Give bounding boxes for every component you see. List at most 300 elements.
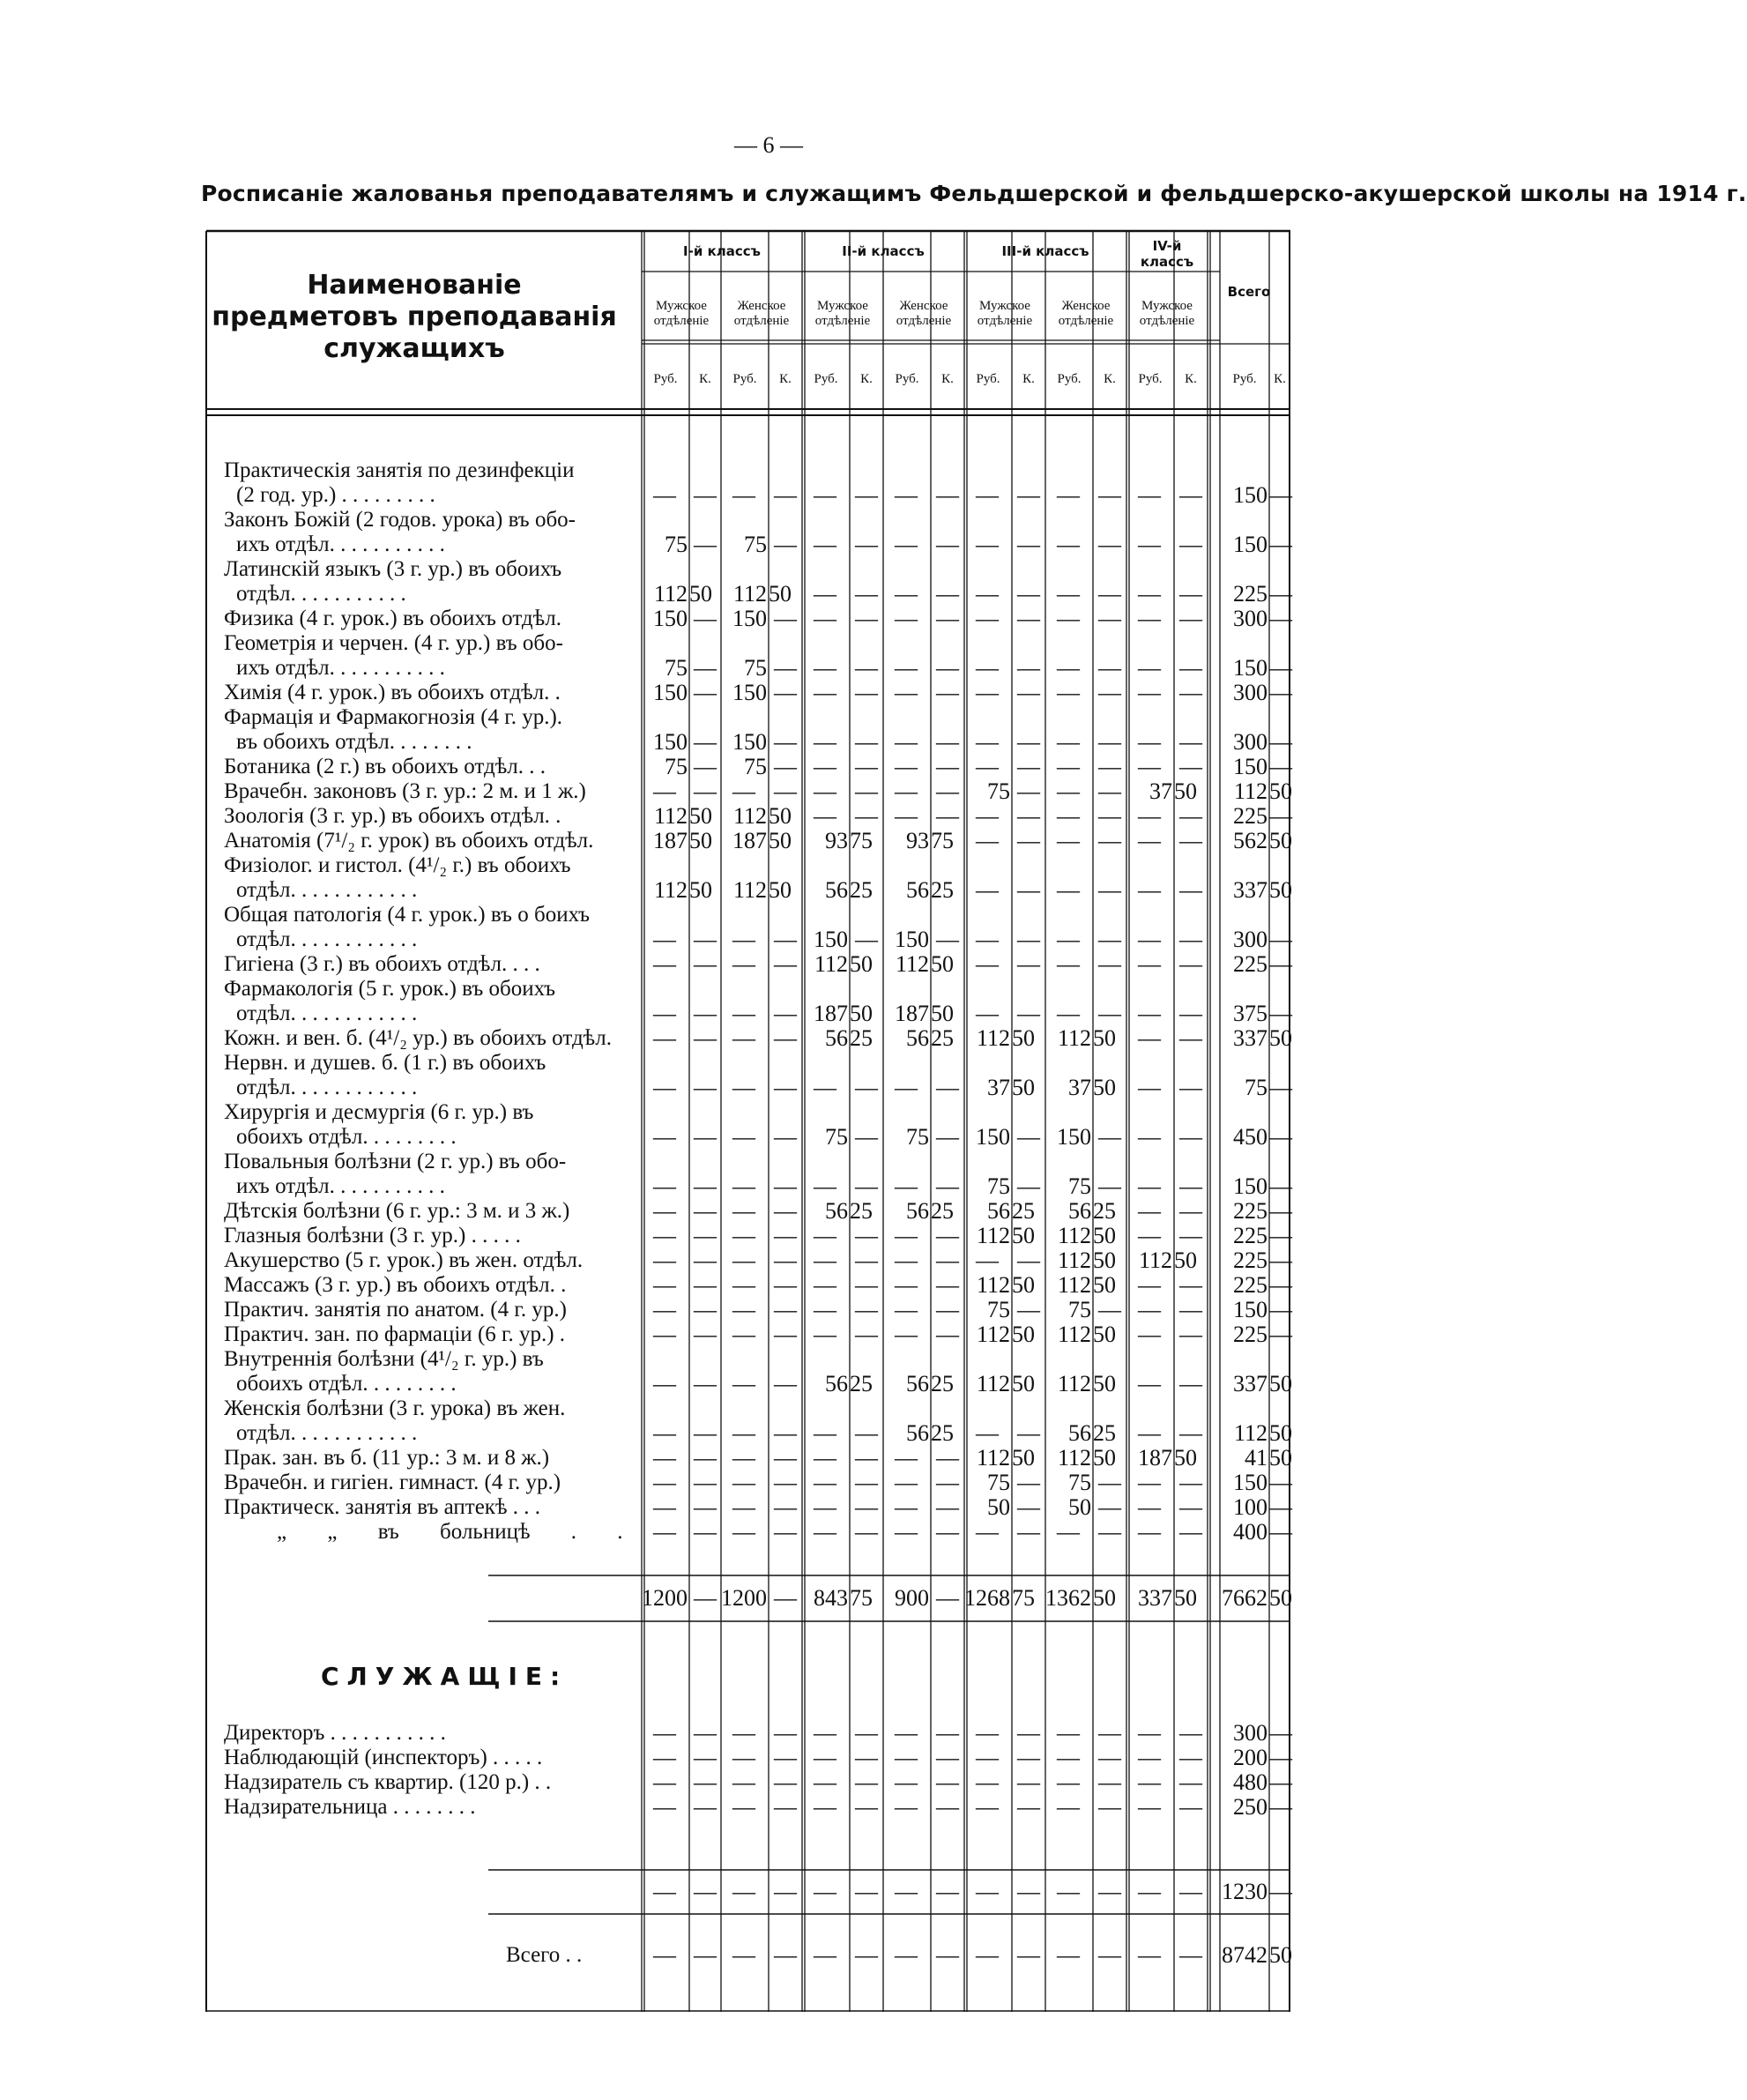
subject-label: Зоологія (3 г. ур.) въ обоихъ отдѣл. .	[224, 804, 561, 828]
subject-row-kop-cell: —	[1269, 532, 1292, 557]
subject-row-rub-cell: 300	[1233, 927, 1268, 952]
subject-row-kop-cell: —	[1269, 1297, 1292, 1322]
subject-row-kop-cell: —	[1098, 877, 1121, 903]
subjects-total-row-rub-cell: 1200	[642, 1585, 688, 1611]
subject-row-rub-cell: —	[1138, 581, 1161, 607]
staff-row-kop-cell: —	[855, 1769, 878, 1795]
rub-header: Руб.	[653, 372, 678, 386]
subject-label: отдѣл. . . . . . . . . . . .	[236, 878, 418, 902]
subject-row-kop-cell: —	[936, 927, 959, 952]
subject-row-kop-cell: —	[936, 1519, 959, 1545]
subject-row-rub-cell: —	[1138, 1470, 1161, 1495]
subject-row-kop-cell: 50	[769, 803, 792, 829]
subject-row-rub-cell: 112	[976, 1371, 1010, 1396]
subject-row-kop-cell: 50	[1093, 1445, 1116, 1471]
kop-header: К.	[699, 372, 711, 386]
subject-label: ихъ отдѣл. . . . . . . . . . .	[236, 656, 445, 680]
staff-total-row-rub-cell: —	[976, 1879, 999, 1904]
subject-row-kop-cell: 50	[769, 581, 792, 607]
subject-row-kop-cell: —	[855, 729, 878, 755]
subject-row-rub-cell: 337	[1233, 1025, 1268, 1051]
staff-row-rub-cell: —	[814, 1794, 836, 1820]
subject-row-kop-cell: —	[774, 951, 797, 977]
subject-row-rub-cell: 187	[1138, 1445, 1172, 1471]
staff-row-kop-cell: —	[1098, 1794, 1121, 1820]
subject-row-rub-cell: 112	[1138, 1247, 1172, 1273]
staff-row-kop-cell: —	[1098, 1745, 1121, 1770]
subject-row-kop-cell: —	[1017, 1001, 1040, 1026]
subject-row-kop-cell: 25	[850, 877, 873, 903]
subject-row-rub-cell: —	[895, 532, 918, 557]
subjects-total-row-rub-cell: 900	[895, 1585, 929, 1611]
subject-row-kop-cell: —	[1179, 1420, 1202, 1446]
rub-header: Руб.	[1057, 372, 1082, 386]
subject-row-rub-cell: —	[1057, 877, 1080, 903]
subject-row-kop-cell: 50	[1269, 877, 1292, 903]
subject-label: Общая патологія (4 г. урок.) въ о боихъ	[224, 903, 591, 927]
grand-total-row-rub-cell: —	[895, 1942, 918, 1968]
kop-header: К.	[941, 372, 954, 386]
subject-label: отдѣл. . . . . . . . . . .	[236, 582, 406, 606]
subject-row-kop-cell: —	[936, 1297, 959, 1322]
subject-row-kop-cell: 25	[931, 1198, 954, 1224]
subject-row-rub-cell: —	[976, 1420, 999, 1446]
subject-row-rub-cell: —	[895, 1247, 918, 1273]
subject-row-kop-cell: —	[1017, 655, 1040, 681]
subject-row-kop-cell: —	[1098, 754, 1121, 779]
subject-label: ихъ отдѣл. . . . . . . . . . .	[236, 1174, 445, 1198]
subject-row-kop-cell: —	[1179, 1124, 1202, 1150]
subject-row-rub-cell: —	[1057, 1519, 1080, 1545]
subject-row-rub-cell: 150	[1233, 1173, 1268, 1199]
subject-row-kop-cell: —	[694, 927, 717, 952]
subject-row-rub-cell: —	[653, 1470, 676, 1495]
grand-total-row-rub-cell: —	[814, 1942, 836, 1968]
subject-row-rub-cell: —	[976, 803, 999, 829]
subject-row-rub-cell: 56	[825, 1371, 848, 1396]
subject-row-rub-cell: —	[732, 1371, 755, 1396]
subject-row-kop-cell: —	[694, 1445, 717, 1471]
staff-row-kop-cell: —	[855, 1794, 878, 1820]
staff-total-row-kop-cell: —	[936, 1879, 959, 1904]
subject-row-kop-cell: —	[694, 606, 717, 631]
subject-row-kop-cell: —	[1017, 803, 1040, 829]
subject-row-rub-cell: 75	[1068, 1173, 1091, 1199]
subject-row-kop-cell: —	[1179, 532, 1202, 557]
dept-female-header: Женское отдѣленіе	[733, 299, 790, 328]
subject-row-rub-cell: 37	[987, 1075, 1010, 1100]
subject-row-kop-cell: 25	[850, 1198, 873, 1224]
subject-row-rub-cell: 112	[976, 1272, 1010, 1298]
subjects-total-row-kop-cell: —	[936, 1585, 959, 1611]
staff-total-row-kop-cell: —	[774, 1879, 797, 1904]
subject-row-rub-cell: —	[895, 1519, 918, 1545]
subject-row-rub-cell: —	[653, 1322, 676, 1347]
subject-row-kop-cell: 50	[1012, 1025, 1035, 1051]
rub-header: Руб.	[1232, 372, 1257, 386]
subject-row-rub-cell: —	[653, 927, 676, 952]
subjects-total-row-kop-cell: —	[774, 1585, 797, 1611]
subject-row-kop-cell: 50	[689, 803, 712, 829]
subject-row-rub-cell: —	[653, 951, 676, 977]
subject-row-kop-cell: —	[774, 1025, 797, 1051]
subject-row-rub-cell: 150	[1233, 1297, 1268, 1322]
subject-label: Практическія занятія по дезинфекціи	[224, 458, 575, 482]
page-number: — 6 —	[734, 132, 803, 158]
subject-row-kop-cell: —	[774, 1420, 797, 1446]
subject-row-kop-cell: 50	[1093, 1075, 1116, 1100]
subject-row-kop-cell: 25	[850, 1025, 873, 1051]
subject-row-kop-cell: —	[855, 754, 878, 779]
staff-total-row-kop-cell: —	[694, 1879, 717, 1904]
subject-row-kop-cell: 50	[1093, 1371, 1116, 1396]
subject-row-rub-cell: —	[895, 729, 918, 755]
subject-row-kop-cell: —	[1017, 877, 1040, 903]
subject-label: Законъ Божій (2 годов. урока) въ обо-	[224, 508, 576, 532]
subject-row-kop-cell: —	[1179, 606, 1202, 631]
staff-row-rub-cell: —	[1057, 1720, 1080, 1746]
subject-row-rub-cell: —	[1057, 927, 1080, 952]
staff-row-rub-cell: —	[976, 1794, 999, 1820]
subject-label: Повальныя болѣзни (2 г. ур.) въ обо-	[224, 1150, 567, 1173]
subject-row-kop-cell: 75	[931, 828, 954, 853]
staff-total-row-kop-cell: —	[1098, 1879, 1121, 1904]
subject-row-kop-cell: —	[1179, 1470, 1202, 1495]
subject-row-kop-cell: 50	[1174, 1247, 1197, 1273]
subject-row-kop-cell: 25	[850, 1371, 873, 1396]
subject-row-kop-cell: —	[774, 1001, 797, 1026]
subject-row-rub-cell: —	[1057, 581, 1080, 607]
subject-row-rub-cell: 225	[1233, 1198, 1268, 1224]
subject-row-kop-cell: 50	[1093, 1247, 1116, 1273]
subject-row-kop-cell: —	[855, 655, 878, 681]
subject-row-rub-cell: —	[814, 729, 836, 755]
subject-row-kop-cell: —	[694, 1420, 717, 1446]
staff-row-rub-cell: —	[814, 1745, 836, 1770]
subject-row-rub-cell: 112	[1057, 1025, 1091, 1051]
subject-row-kop-cell: —	[1017, 951, 1040, 977]
subject-row-kop-cell: —	[1269, 1198, 1292, 1224]
subject-row-kop-cell: —	[936, 581, 959, 607]
rub-header: Руб.	[976, 372, 1000, 386]
staff-total-row-kop-cell: —	[1017, 1879, 1040, 1904]
subject-row-rub-cell: —	[732, 1173, 755, 1199]
subject-row-rub-cell: 225	[1233, 1247, 1268, 1273]
staff-row-rub-cell: 300	[1233, 1720, 1268, 1746]
subject-row-kop-cell: 25	[1012, 1198, 1035, 1224]
subject-row-rub-cell: 150	[732, 606, 767, 631]
subject-row-rub-cell: —	[814, 655, 836, 681]
subjects-total-row-kop-cell: 50	[1174, 1585, 1197, 1611]
rub-header: Руб.	[1138, 372, 1163, 386]
subjects-total-row-rub-cell: 7662	[1222, 1585, 1268, 1611]
subject-row-kop-cell: —	[774, 1494, 797, 1520]
subject-row-rub-cell: 112	[1233, 1420, 1268, 1446]
subject-row-kop-cell: —	[774, 1198, 797, 1224]
staff-label: Директоръ . . . . . . . . . . .	[224, 1721, 446, 1745]
subject-row-kop-cell: 50	[769, 828, 792, 853]
subject-row-rub-cell: —	[1057, 680, 1080, 705]
subject-row-rub-cell: —	[895, 1494, 918, 1520]
staff-row-rub-cell: —	[1057, 1794, 1080, 1820]
subject-row-rub-cell: —	[1057, 951, 1080, 977]
subject-row-kop-cell: —	[774, 606, 797, 631]
subject-row-kop-cell: —	[774, 532, 797, 557]
subject-row-kop-cell: —	[855, 1297, 878, 1322]
subject-row-rub-cell: —	[653, 1371, 676, 1396]
rub-header: Руб.	[814, 372, 838, 386]
subject-row-rub-cell: 337	[1233, 1371, 1268, 1396]
subject-row-rub-cell: —	[653, 1001, 676, 1026]
staff-row-kop-cell: —	[1269, 1745, 1292, 1770]
subject-row-rub-cell: —	[1138, 1371, 1161, 1396]
staff-row-kop-cell: —	[774, 1720, 797, 1746]
subject-row-rub-cell: —	[732, 1445, 755, 1471]
subject-row-rub-cell: —	[814, 1519, 836, 1545]
subject-row-rub-cell: 56	[906, 1198, 929, 1224]
subject-row-rub-cell: 112	[976, 1445, 1010, 1471]
subject-row-rub-cell: —	[814, 482, 836, 508]
subject-row-kop-cell: —	[1017, 482, 1040, 508]
subject-row-rub-cell: —	[976, 828, 999, 853]
subject-row-rub-cell: —	[732, 1075, 755, 1100]
subject-row-kop-cell: —	[774, 1272, 797, 1298]
subject-row-rub-cell: —	[814, 803, 836, 829]
subject-row-kop-cell: 75	[850, 828, 873, 853]
subject-row-kop-cell: —	[1269, 655, 1292, 681]
subject-row-rub-cell: 75	[665, 655, 688, 681]
subject-row-rub-cell: 75	[987, 778, 1010, 804]
staff-row-rub-cell: —	[1138, 1720, 1161, 1746]
subject-row-kop-cell: —	[694, 1371, 717, 1396]
subject-row-rub-cell: —	[1138, 1297, 1161, 1322]
subject-row-kop-cell: —	[1179, 754, 1202, 779]
subject-row-kop-cell: —	[1269, 1124, 1292, 1150]
subject-row-rub-cell: —	[814, 1247, 836, 1273]
subject-row-kop-cell: —	[1179, 1322, 1202, 1347]
subject-row-rub-cell: 225	[1233, 1223, 1268, 1248]
subject-row-rub-cell: —	[814, 1223, 836, 1248]
subject-row-kop-cell: —	[1179, 803, 1202, 829]
staff-row-kop-cell: —	[1017, 1769, 1040, 1795]
subject-row-kop-cell: —	[774, 482, 797, 508]
subject-row-rub-cell: —	[814, 1470, 836, 1495]
subject-row-kop-cell: —	[694, 1322, 717, 1347]
subject-row-kop-cell: —	[1179, 1519, 1202, 1545]
subject-row-rub-cell: 112	[653, 581, 688, 607]
subject-row-rub-cell: 112	[1057, 1445, 1091, 1471]
subject-row-kop-cell: —	[1098, 1519, 1121, 1545]
subject-label: Физіолог. и гистол. (4¹/₂ г.) въ обоихъ	[224, 853, 571, 877]
subject-row-kop-cell: 50	[689, 828, 712, 853]
class-header: III-й классъ	[1001, 243, 1089, 259]
subject-row-rub-cell: 75	[1245, 1075, 1268, 1100]
subject-row-kop-cell: —	[1269, 1494, 1292, 1520]
subject-row-rub-cell: —	[1057, 532, 1080, 557]
subject-row-rub-cell: 150	[1233, 754, 1268, 779]
subject-label: Нервн. и душев. б. (1 г.) въ обоихъ	[224, 1051, 546, 1075]
subject-row-rub-cell: —	[732, 1223, 755, 1248]
subject-row-rub-cell: —	[1057, 778, 1080, 804]
subject-row-kop-cell: —	[855, 1494, 878, 1520]
subject-row-kop-cell: —	[1017, 729, 1040, 755]
subject-row-kop-cell: —	[1269, 803, 1292, 829]
subject-row-rub-cell: —	[814, 1272, 836, 1298]
subject-label: Фармакологія (5 г. урок.) въ обоихъ	[224, 977, 556, 1001]
subject-row-kop-cell: —	[1098, 1297, 1121, 1322]
subject-row-kop-cell: 50	[1174, 778, 1197, 804]
subject-row-kop-cell: —	[936, 1470, 959, 1495]
staff-row-kop-cell: —	[855, 1720, 878, 1746]
subject-row-rub-cell: 56	[825, 877, 848, 903]
subject-row-rub-cell: —	[976, 680, 999, 705]
subjects-total-row-rub-cell: 843	[814, 1585, 848, 1611]
subject-row-kop-cell: 50	[1093, 1322, 1116, 1347]
dept-male-header: Мужское отдѣленіе	[977, 299, 1033, 328]
subject-row-kop-cell: —	[936, 1322, 959, 1347]
subject-row-kop-cell: —	[774, 778, 797, 804]
subject-row-rub-cell: 187	[814, 1001, 848, 1026]
subject-row-kop-cell: —	[936, 1247, 959, 1273]
subject-row-kop-cell: —	[1017, 581, 1040, 607]
subjects-total-row-kop-cell: 50	[1269, 1585, 1292, 1611]
subject-row-rub-cell: —	[814, 1075, 836, 1100]
subject-row-rub-cell: 75	[906, 1124, 929, 1150]
subject-row-rub-cell: 75	[987, 1297, 1010, 1322]
subject-row-rub-cell: —	[895, 1297, 918, 1322]
subject-row-kop-cell: —	[1269, 581, 1292, 607]
subject-row-rub-cell: —	[732, 1494, 755, 1520]
staff-total-row-rub-cell: —	[653, 1879, 676, 1904]
subject-row-kop-cell: —	[936, 1173, 959, 1199]
subject-row-rub-cell: 187	[653, 828, 688, 853]
subject-row-kop-cell: 50	[850, 951, 873, 977]
dept-female-header: Женское отдѣленіе	[896, 299, 952, 328]
dept-male-header: Мужское отдѣленіе	[653, 299, 710, 328]
subject-row-kop-cell: —	[1179, 680, 1202, 705]
subject-row-kop-cell: —	[1269, 951, 1292, 977]
subject-row-rub-cell: —	[976, 655, 999, 681]
subject-row-kop-cell: —	[774, 927, 797, 952]
subject-row-kop-cell: —	[1179, 1198, 1202, 1224]
subject-row-kop-cell: —	[774, 1322, 797, 1347]
subject-row-rub-cell: —	[814, 1322, 836, 1347]
subject-row-kop-cell: 50	[1093, 1025, 1116, 1051]
subject-row-kop-cell: —	[1269, 1223, 1292, 1248]
subject-label: Химія (4 г. урок.) въ обоихъ отдѣл. .	[224, 681, 561, 704]
subject-row-kop-cell: —	[855, 803, 878, 829]
kop-header: К.	[1185, 372, 1197, 386]
staff-row-kop-cell: —	[936, 1745, 959, 1770]
subject-row-kop-cell: —	[1179, 1001, 1202, 1026]
subject-row-rub-cell: 150	[653, 729, 688, 755]
subject-row-kop-cell: —	[774, 1371, 797, 1396]
subjects-total-row-kop-cell: 75	[850, 1585, 873, 1611]
subject-row-kop-cell: —	[774, 1075, 797, 1100]
subject-label: Дѣтскія болѣзни (6 г. ур.: 3 м. и 3 ж.)	[224, 1199, 570, 1223]
subject-row-kop-cell: —	[1017, 680, 1040, 705]
subject-row-rub-cell: 56	[987, 1198, 1010, 1224]
subject-row-kop-cell: —	[936, 482, 959, 508]
subject-row-kop-cell: 50	[931, 951, 954, 977]
subject-row-kop-cell: —	[694, 655, 717, 681]
subject-row-kop-cell: —	[1017, 1494, 1040, 1520]
subject-row-rub-cell: 112	[1057, 1371, 1091, 1396]
subject-row-rub-cell: —	[653, 1519, 676, 1545]
subject-row-kop-cell: —	[1017, 927, 1040, 952]
subject-row-kop-cell: 50	[1012, 1371, 1035, 1396]
staff-row-rub-cell: 250	[1233, 1794, 1268, 1820]
grand-total-row-kop-cell: —	[1017, 1942, 1040, 1968]
subject-row-kop-cell: 50	[689, 581, 712, 607]
subject-label: Геометрія и черчен. (4 г. ур.) въ обо-	[224, 631, 563, 655]
subject-row-rub-cell: 75	[1068, 1297, 1091, 1322]
subject-row-kop-cell: —	[1269, 1173, 1292, 1199]
staff-row-rub-cell: —	[1138, 1794, 1161, 1820]
subject-label: отдѣл. . . . . . . . . . . .	[236, 927, 418, 951]
subject-row-rub-cell: —	[976, 482, 999, 508]
subject-row-rub-cell: —	[814, 1420, 836, 1446]
subject-row-kop-cell: —	[855, 1420, 878, 1446]
subject-row-kop-cell: —	[774, 655, 797, 681]
subject-row-kop-cell: —	[1179, 482, 1202, 508]
subject-row-rub-cell: —	[1138, 729, 1161, 755]
subject-row-rub-cell: —	[732, 1322, 755, 1347]
subject-row-kop-cell: —	[1269, 482, 1292, 508]
subject-row-kop-cell: 50	[1093, 1272, 1116, 1298]
rub-header: Руб.	[732, 372, 757, 386]
subject-row-kop-cell: —	[694, 1075, 717, 1100]
subject-row-kop-cell: —	[1179, 1075, 1202, 1100]
subject-label: отдѣл. . . . . . . . . . . .	[236, 1002, 418, 1025]
subject-row-rub-cell: 56	[906, 1420, 929, 1446]
subject-label: отдѣл. . . . . . . . . . . .	[236, 1421, 418, 1445]
subject-row-kop-cell: —	[694, 482, 717, 508]
subject-row-rub-cell: —	[1138, 1075, 1161, 1100]
staff-heading: СЛУЖАЩІЕ:	[321, 1662, 569, 1691]
subject-row-rub-cell: —	[976, 532, 999, 557]
subject-label: Практическ. занятія въ аптекѣ . . .	[224, 1495, 541, 1519]
subject-row-kop-cell: —	[936, 1075, 959, 1100]
subject-row-kop-cell: —	[1179, 1297, 1202, 1322]
subject-row-rub-cell: 112	[895, 951, 929, 977]
subject-label: Практич. зан. по фармаціи (6 г. ур.) .	[224, 1322, 566, 1346]
subject-row-rub-cell: 75	[744, 532, 767, 557]
subject-row-kop-cell: —	[694, 1494, 717, 1520]
staff-row-rub-cell: —	[1138, 1745, 1161, 1770]
subject-row-kop-cell: —	[936, 729, 959, 755]
subject-row-rub-cell: —	[976, 1247, 999, 1273]
subject-row-rub-cell: —	[1138, 1223, 1161, 1248]
subject-row-kop-cell: 50	[1269, 1025, 1292, 1051]
staff-row-rub-cell: 480	[1233, 1769, 1268, 1795]
subject-row-rub-cell: —	[653, 1173, 676, 1199]
staff-total-row-rub-cell: —	[814, 1879, 836, 1904]
subject-row-kop-cell: —	[1179, 828, 1202, 853]
staff-row-kop-cell: —	[1098, 1769, 1121, 1795]
subject-row-rub-cell: —	[653, 1420, 676, 1446]
subject-row-kop-cell: —	[1017, 754, 1040, 779]
subject-row-rub-cell: 150	[1233, 532, 1268, 557]
subject-row-rub-cell: 112	[1057, 1272, 1091, 1298]
subject-row-kop-cell: —	[1017, 778, 1040, 804]
subject-row-kop-cell: —	[855, 1075, 878, 1100]
staff-row-kop-cell: —	[694, 1769, 717, 1795]
subjects-total-row-rub-cell: 1200	[721, 1585, 767, 1611]
subject-row-rub-cell: 112	[1233, 778, 1268, 804]
subject-row-rub-cell: 112	[976, 1322, 1010, 1347]
staff-total-row-rub-cell: —	[895, 1879, 918, 1904]
